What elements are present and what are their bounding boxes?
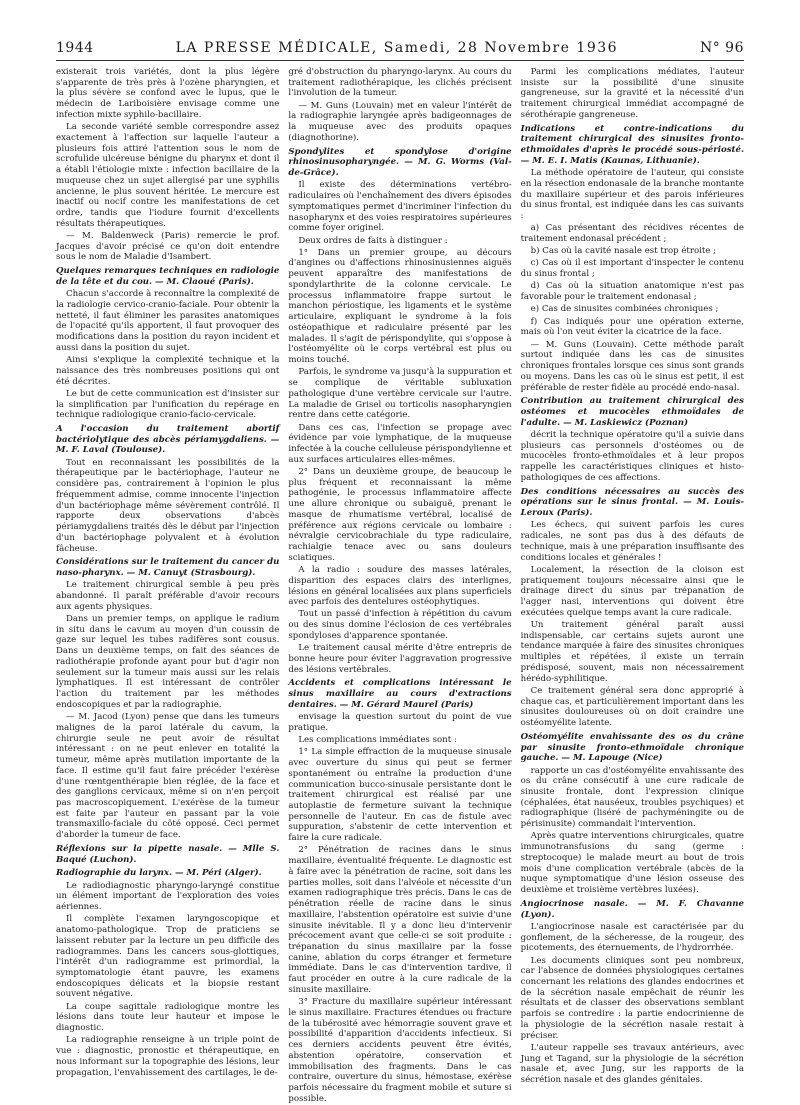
paragraph: 1° Dans un premier groupe, au décours d'angines ou d'affections rhinosinusiennes aiguës peuvent apparaître des manifestations de spondylarthrite de la colonne cervicale. Le processus inflammatoire frappe surtout le manchon périostique, les ligaments et le système articulaire, expliquant le syndrome à la fois ostéopathique et radiculaire présenté par les malades. Il s'agit de périspondylite, qui s'oppose à l'ostéomyélite où le corps vertébral est plus ou moins touché.	[288, 247, 512, 366]
paragraph: Il complète l'examen laryngoscopique et anatomo-pathologique. Trop de praticiens se laissent rebuter par la lecture un peu difficile des radiogrammes. Dans les cancers sous-glottiques, l'intérêt d'un radiogramme est primordial, la symptomatologie étant pauvre, les examens endoscopiques délicats et la biopsie restant souvent négative.	[56, 914, 280, 1000]
paragraph: existerait trois variétés, dont la plus légère s'apparente de très près à l'ozène pharyngien, et la plus sévère se confond avec le lupus, que le médecin de Lariboisière envisage comme une infection mixte syphilo-bacillaire.	[56, 67, 280, 120]
paragraph: Le traitement causal mérite d'être entrepris de bonne heure pour éviter l'aggravation progressive des lésions vertébrales.	[288, 643, 512, 675]
paragraph: Après quatre interventions chirurgicales, quatre immunotransfusions du sang (germe : streptocoque) le malade meurt au bout de trois mois d'une complication vertébrale (abcès de la nuque symptomatique d'une lésion osseuse des deuxième et troisième vertèbres luxées).	[520, 831, 744, 896]
paragraph: Dans un premier temps, on applique le radium in situ dans le cavum au moyen d'un coussin de gaze sur lequel les tubes radifères sont cousus. Dans un deuxième temps, on fait des séances de radiothérapie profonde ayant pour but d'agir non seulement sur la tumeur mais aussi sur les relais lymphatiques. Il est intéressant de contrôler l'action du traitement par les méthodes endoscopiques et par la radiographie.	[56, 613, 280, 710]
paragraph: rapporte un cas d'ostéomyélite envahissante des os du crâne consécutif à une cure radicale de sinusite frontale, dont l'expression clinique (céphalées, état nauséeux, troubles psychiques) et radiographique (liséré de pachyméningite ou de périsinusite) commandait l'intervention.	[520, 765, 744, 830]
paragraph: Ce traitement général sera donc approprié à chaque cas, et particulièrement important dans les sinusites douloureuses où on doit craindre une ostéomyélite latente.	[520, 685, 744, 729]
paragraph: L'angiocrinose nasale est caractérisée par du gonflement, de la sécheresse, de la rougeur, des picotements, des éternuements, de l'hydrorrhée.	[520, 921, 744, 954]
paragraph: Le but de cette communication est d'insister sur la simplification par l'unification du repérage en technique radiologique cranio-facio-cervicale.	[56, 388, 280, 421]
paragraph: Il existe des déterminations vertébro-radiculaires où l'enchaînement des divers épisodes symptomatiques permet d'incriminer l'infection du nasopharynx et des voies respiratoires supérieures comme foyer originel.	[288, 180, 512, 234]
paragraph: gré d'obstruction du pharyngo-larynx. Au cours du traitement radiothérapique, les clichés précisent l'involution de la tumeur.	[288, 67, 512, 99]
paragraph: Parfois, le syndrome va jusqu'à la suppuration et se complique de véritable subluxation pathologique d'une vertèbre cervicale sur l'autre. La maladie de Grisel ou torticolis nasopharyngien rentre dans cette catégorie.	[288, 367, 512, 421]
page-header	[56, 40, 744, 60]
paragraph: Dans ces cas, l'infection se propage avec évidence par voie lymphatique, de la muqueuse infectée à la couche celluleuse périspondylienne et aux surfaces articulaires elles-mêmes.	[288, 422, 512, 465]
paragraph: Parmi les complications médiates, l'auteur insiste sur la possibilité d'une sinusite gangreneuse, sur la gravité et la nécessité d'un traitement chirurgical immédiat accompagné de sérothérapie gangreneuse.	[520, 67, 744, 120]
paragraph: e) Cas de sinusites combinées chroniques ;	[530, 304, 719, 315]
section-heading: Indications et contre-indications du traitement chirurgical des sinusites fronto-ethmoïdales d'après le procédé sous-périosté. — M. E. I. Matis (Kaunas, Lithuanie).	[520, 123, 744, 166]
paragraph: Les documents cliniques sont peu nombreux, car l'absence de données physiologiques certaines concernant les relations des glandes endocrines et de la sécrétion nasale empêchait de réunir les résultats et de classer des observations semblant parfois se contredire : la partie endocrinienne de la physiologie de la sécrétion nasale restait à préciser.	[520, 955, 744, 1041]
header-rule	[56, 60, 744, 61]
paragraph: Le radiodiagnostic pharyngo-laryngé constitue un élément important de l'exploration des voies aériennes.	[56, 880, 280, 913]
paragraph: La seconde variété semble correspondre assez exactement à l'affection sur laquelle l'auteur a plusieurs fois attiré l'attention sous le nom de scrofulide ulcéreuse bénigne du pharynx et dont il a établi l'étiologie mixte : infection bacillaire de la muqueuse chez un sujet allergisé par une syphilis ancienne, le plus souvent héritée. Le mercure est inactif ou nocif contre les manifestations de cet ordre, tandis que l'iodure fournit d'excellents résultats thérapeutiques.	[56, 122, 280, 229]
column-3	[520, 67, 744, 1086]
paragraph: 2° Pénétration de racines dans le sinus maxillaire, éventualité fréquente. Le diagnostic est à faire avec la pénétration de racine, soit dans les parties molles, soit dans l'alvéole et nécessite d'un examen radiographique très précis. Dans le cas de pénétration réelle de racine dans le sinus maxillaire, l'abstention opératoire est suivie d'une sinusite inévitable. Il y a donc lieu d'intervenir précocement avant que celle-ci se soit produite : trépanation du sinus maxillaire par la fosse canine, ablation du corps étranger et fermeture immédiate. Dans le cas d'intervention tardive, il faut procéder en outre à la cure radicale de la sinusite maxillaire.	[288, 845, 512, 995]
paragraph: Localement, la résection de la cloison est pratiquement toujours nécessaire ainsi que le drainage direct du sinus par trépanation de l'agger nasi, interventions qui doivent être exécutées quelque temps avant la cure radicale.	[520, 564, 744, 618]
issue-number: N° 96	[699, 40, 744, 56]
paragraph: 3° Fracture du maxillaire supérieur intéressant le sinus maxillaire. Fractures étendues ou fracture de la tubérosité avec hémorragie souvent grave et possibilité d'apparition d'accidents infectieux. Si ces derniers accidents peuvent être évités, abstention opératoire, conservation et immobilisation des fragments. Dans le cas contraire, ouverture du sinus, hémostase, exérèse parfois nécessaire du fragment mobile et suture si possible.	[288, 997, 512, 1104]
paragraph: Un traitement général paraît aussi indispensable, car certains sujets auront une tendance marquée à faire des sinusites chroniques multiples et répétées, il existe un terrain prédisposé, souvent, mais non nécessairement hérédo-syphilitique.	[520, 619, 744, 684]
section-heading: Angiocrinose nasale. — M. F. Chavanne (Lyon).	[520, 898, 744, 920]
article-columns	[56, 67, 744, 1104]
section-heading: Accidents et complications intéressant le sinus maxillaire au cours d'extractions dentaires. — M. Gérard Maurel (Paris)	[288, 678, 512, 710]
paragraph: 1° La simple effraction de la muqueuse sinusale avec ouverture du sinus qui peut se fermer spontanément ou entraîne la production d'une communication bucco-sinusale persistante dont le traitement chirurgical est réalisé par une autoplastie de fermeture suivant la technique personnelle de l'auteur. En cas de fistule avec suppuration, s'abstenir de cette intervention et faire la cure radicale.	[288, 747, 512, 844]
section-heading: A l'occasion du traitement abortif bactériolytique des abcès périamygdaliens. — M. F. Laval (Toulouse).	[56, 424, 280, 456]
paragraph: d) Cas où la situation anatomique n'est pas favorable pour le traitement endonasal ;	[520, 281, 744, 303]
section-heading: Des conditions nécessaires au succès des opérations sur le sinus frontal. — M. Louis-Leroux (Paris).	[520, 486, 744, 519]
paragraph: Le traitement chirurgical semble à peu près abandonné. Il paraît préférable d'avoir recours aux agents physiques.	[56, 580, 280, 612]
paragraph: Les échecs, qui suivent parfois les cures radicales, ne sont pas dus à des défauts de technique, mais à une préparation insuffisante des conditions locales et générales !	[520, 520, 744, 563]
paragraph: 2° Dans un deuxième groupe, de beaucoup le plus fréquent et reconnaissant la même pathogénie, le processus inflammatoire affecte une allure chronique ou subaiguë, prenant le masque de rhumatisme vertébral, localisé de préférence aux régions cervicale ou lombaire : névralgie cervicobrachiale du type radiculaire, rachialgie tenace avec ou sans douleurs sciatiques.	[288, 466, 512, 563]
section-heading: Considérations sur le traitement du cancer du naso-pharynx. — M. Canuyt (Strasbourg).	[56, 557, 280, 579]
paragraph: Les complications immédiates sont :	[298, 735, 457, 746]
paragraph: Deux ordres de faits à distinguer :	[298, 235, 448, 246]
paragraph: a) Cas présentant des récidives récentes de traitement endonasal précédent ;	[520, 223, 744, 245]
page-year: 1944	[56, 40, 94, 56]
section-heading: Ostéomyélite envahissante des os du crâne par sinusite fronto-ethmoïdale chronique gauche. — M. Lapouge (Nice)	[520, 731, 744, 764]
paragraph: — M. Baldenweck (Paris) remercie le prof. Jacques d'avoir précisé ce qu'on doit entendre sous le nom de Maladie d'Isambert.	[56, 231, 280, 263]
paragraph: A la radio : soudure des masses latérales, disparition des espaces clairs des interlignes, lésions en général localisées aux plans superficiels avec parfois des dentelures ostéophytiques.	[288, 565, 512, 608]
paragraph: La méthode opératoire de l'auteur, qui consiste en la résection endonasale de la branche montante du maxillaire supérieur et des parois inférieures du sinus frontal, est indiquée dans les cas suivants :	[520, 168, 744, 222]
paragraph: Ainsi s'explique la complexité technique et la naissance des très nombreuses positions qui ont été décrites.	[56, 355, 280, 387]
paragraph: f) Cas indiqués pour une opération externe, mais où l'on veut éviter la cicatrice de la face.	[520, 316, 744, 338]
section-heading: Spondylites et spondylose d'origine rhinosinusopharyngée. — M. G. Worms (Val-de-Grâce).	[288, 146, 512, 179]
paragraph: décrit la technique opératoire qu'il a suivie dans plusieurs cas personnels d'ostéomes ou de mucocèles fronto-ethmoïdales et à leur propos rappelle les caractéristiques cliniques et histo-pathologiques de ces affections.	[520, 430, 744, 483]
paragraph: — M. Guns (Louvain). Cette méthode paraît surtout indiquée dans les cas de sinusites chroniques frontales lorsque ces sinus sont grands ou moyens. Dans les cas où le sinus est petit, il est préférable de rester fidèle au procédé endo-nasal.	[520, 339, 744, 393]
column-1	[56, 67, 279, 1077]
paragraph: L'auteur rappelle ses travaux antérieurs, avec Jung et Tagand, sur la physiologie de la sécrétion nasale et, avec Jung, sur les rapports de la sécrétion nasale et des glandes génitales.	[520, 1042, 744, 1086]
paragraph: La radiographie renseigne à un triple point de vue : diagnostic, pronostic et thérapeutique, en nous informant sur la topographie des lésions, leur propagation, l'envahissement des cartilages, le de-	[56, 1035, 280, 1078]
journal-title: LA PRESSE MÉDICALE, Samedi, 28 Novembre 1936	[175, 40, 619, 56]
paragraph: La coupe sagittale radiologique montre les lésions dans toute leur hauteur et impose le diagnostic.	[56, 1001, 280, 1034]
section-heading: Réflexions sur la pipette nasale. — Mlle S. Baqué (Luchon).	[56, 843, 280, 865]
section-heading: Radiographie du larynx. — M. Péri (Alger).	[56, 868, 262, 879]
section-heading: Quelques remarques techniques en radiologie de la tête et du cou. — M. Claoué (Paris).	[56, 266, 280, 287]
paragraph: — M. Jacod (Lyon) pense que dans les tumeurs malignes de la paroi latérale du cavum, la chirurgie seule ne peut avoir de résultat intéressant : on ne peut enlever en totalité la tumeur, même après mutilation importante de la face. Il estime qu'il faut faire précéder l'exérèse d'une rœntgenthérapie bien réglée, de la face et des ganglions cervicaux, même si on n'en perçoit pas macroscopiquement. L'exérèse de la tumeur est faite par l'auteur en passant par la voie transmaxillo-faciale du côté opposé. Ceci permet d'aborder la tumeur de face.	[56, 712, 280, 841]
column-2	[288, 67, 512, 1104]
paragraph: Tout un passé d'infection à répétition du cavum ou des sinus domine l'éclosion de ces vertébrales spondyloses d'apparence spontanée.	[288, 609, 512, 641]
paragraph: Chacun s'accorde à reconnaître la complexité de la radiologie cervico-cranio-faciale. Pour obtenir la netteté, il faut éliminer les parasites anatomiques de l'opacité qu'ils apportent, il faut provoquer des modifications dans la position du rayon incident et aussi dans la position du sujet.	[56, 289, 280, 353]
paragraph: b) Cas où la cavité nasale est trop étroite ;	[530, 246, 717, 257]
paragraph: — M. Guns (Louvain) met en valeur l'intérêt de la radiographie laryngée après badigeonnages de la muqueuse avec des produits opaques (diagnothorine).	[288, 100, 512, 143]
paragraph: Tout en reconnaissant les possibilités de la thérapeutique par le bactériophage, l'auteur ne considère pas, contrairement à l'opinion le plus fréquemment admise, comme innocente l'injection d'un bactériophage même sévèrement contrôlé. Il rapporte deux observations d'abcès périamygdaliens traités dès le début par l'injection d'un bactériophage polyvalent et à évolution fâcheuse.	[56, 457, 280, 554]
section-heading: Contribution au traitement chirurgical des ostéomes et mucocèles ethmoïdales de l'adulte. — M. Laskiewicz (Poznan)	[520, 396, 744, 428]
paragraph: envisage la question surtout du point de vue pratique.	[288, 712, 512, 733]
paragraph: c) Cas où il est important d'inspecter le contenu du sinus frontal ;	[520, 258, 744, 280]
